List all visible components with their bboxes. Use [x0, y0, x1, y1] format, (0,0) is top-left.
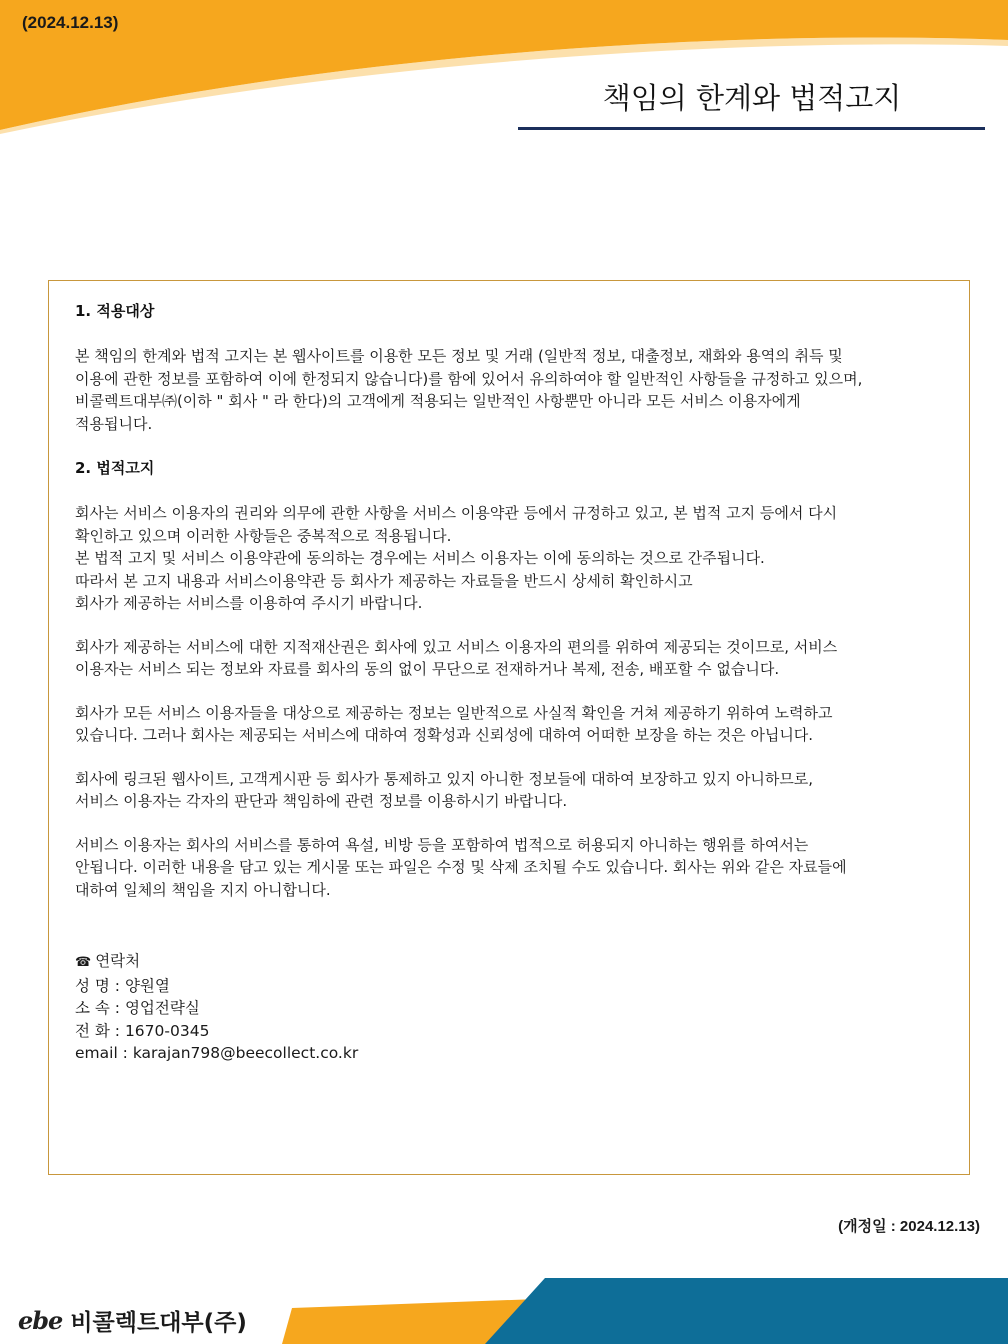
section-application-scope	[75, 300, 951, 435]
notice-content	[75, 300, 951, 1065]
header-wave-graphic	[0, 0, 1008, 140]
paragraph: 서비스 이용자는 회사의 서비스를 통하여 욕설, 비방 등을 포함하여 법적으로 허용되지 아니하는 행위를 하여서는 안됩니다. 이러한 내용을 담고 있는 게시물 또는 파일은 수정 및 삭제 조치될 수도 있습니다. 회사는 위와 같은 자료들에 대하여 일체의 책임을 지지 아니합니다.	[75, 835, 847, 899]
section-heading: 1. 적용대상	[75, 302, 155, 320]
section-legal-notice	[75, 457, 951, 901]
phone-icon: ☎	[75, 955, 92, 970]
contact-department: 소 속 : 영업전략실	[75, 999, 200, 1017]
title-underline	[518, 127, 985, 130]
paragraph: 회사가 제공하는 서비스에 대한 지적재산권은 회사에 있고 서비스 이용자의 편의를 위하여 제공되는 것이므로, 서비스 이용자는 서비스 되는 정보와 자료를 회사의 동의 없이 무단으로 전재하거나 복제, 전송, 배포할 수 없습니다.	[75, 637, 838, 678]
header-date: (2024.12.13)	[22, 13, 119, 32]
paragraph: 회사가 모든 서비스 이용자들을 대상으로 제공하는 정보는 일반적으로 사실적 확인을 거쳐 제공하기 위하여 노력하고 있습니다. 그러나 회사는 제공되는 서비스에 대하여 정확성과 신뢰성에 대하여 어떠한 보장을 하는 것은 아닙니다.	[75, 703, 833, 744]
company-logo	[18, 1302, 247, 1338]
page-title: 책임의 한계와 법적고지	[602, 81, 902, 115]
contact-phone: 전 화 : 1670-0345	[75, 1021, 210, 1040]
contact-info	[75, 950, 951, 1065]
contact-name: 성 명 : 양원열	[75, 976, 170, 995]
paragraph: 본 책임의 한계와 법적 고지는 본 웹사이트를 이용한 모든 정보 및 거래 (일반적 정보, 대출정보, 재화와 용역의 취득 및 이용에 관한 정보를 포함하여 이에 한정되지 않습니다)를 함에 있어서 유의하여야 할 일반적인 사항들을 규정하고 있으며, 비콜렉트대부㈜(이하 " 회사 " 라 한다)의 고객에게 적용되는 일반적인 사항뿐만 아니라 모든 서비스 이용자에게 적용됩니다.	[75, 347, 863, 433]
notice-content-box	[48, 280, 970, 1175]
paragraph: 회사에 링크된 웹사이트, 고객게시판 등 회사가 통제하고 있지 아니한 정보들에 대하여 보장하고 있지 아니하므로, 서비스 이용자는 각자의 판단과 책임하에 관련 정보를 이용하시기 바랍니다.	[75, 769, 814, 810]
contact-heading: ☎ 연락처	[75, 952, 141, 970]
revision-date: (개정일 : 2024.12.13)	[838, 1218, 980, 1235]
contact-email: email : karajan798@beecollect.co.kr	[75, 1044, 359, 1062]
company-name: 비콜렉트대부(주)	[70, 1309, 247, 1336]
section-heading: 2. 법적고지	[75, 459, 155, 477]
logo-mark: ebe	[18, 1305, 63, 1335]
paragraph: 회사는 서비스 이용자의 권리와 의무에 관한 사항을 서비스 이용약관 등에서 규정하고 있고, 본 법적 고지 등에서 다시 확인하고 있으며 이러한 사항들은 중복적으로 적용됩니다. 본 법적 고지 및 서비스 이용약관에 동의하는 경우에는 서비스 이용자는 이에 동의하는 것으로 간주됩니다. 따라서 본 고지 내용과 서비스이용약관 등 회사가 제공하는 자료들을 반드시 상세히 확인하시고 회사가 제공하는 서비스를 이용하여 주시기 바랍니다.	[75, 504, 838, 612]
